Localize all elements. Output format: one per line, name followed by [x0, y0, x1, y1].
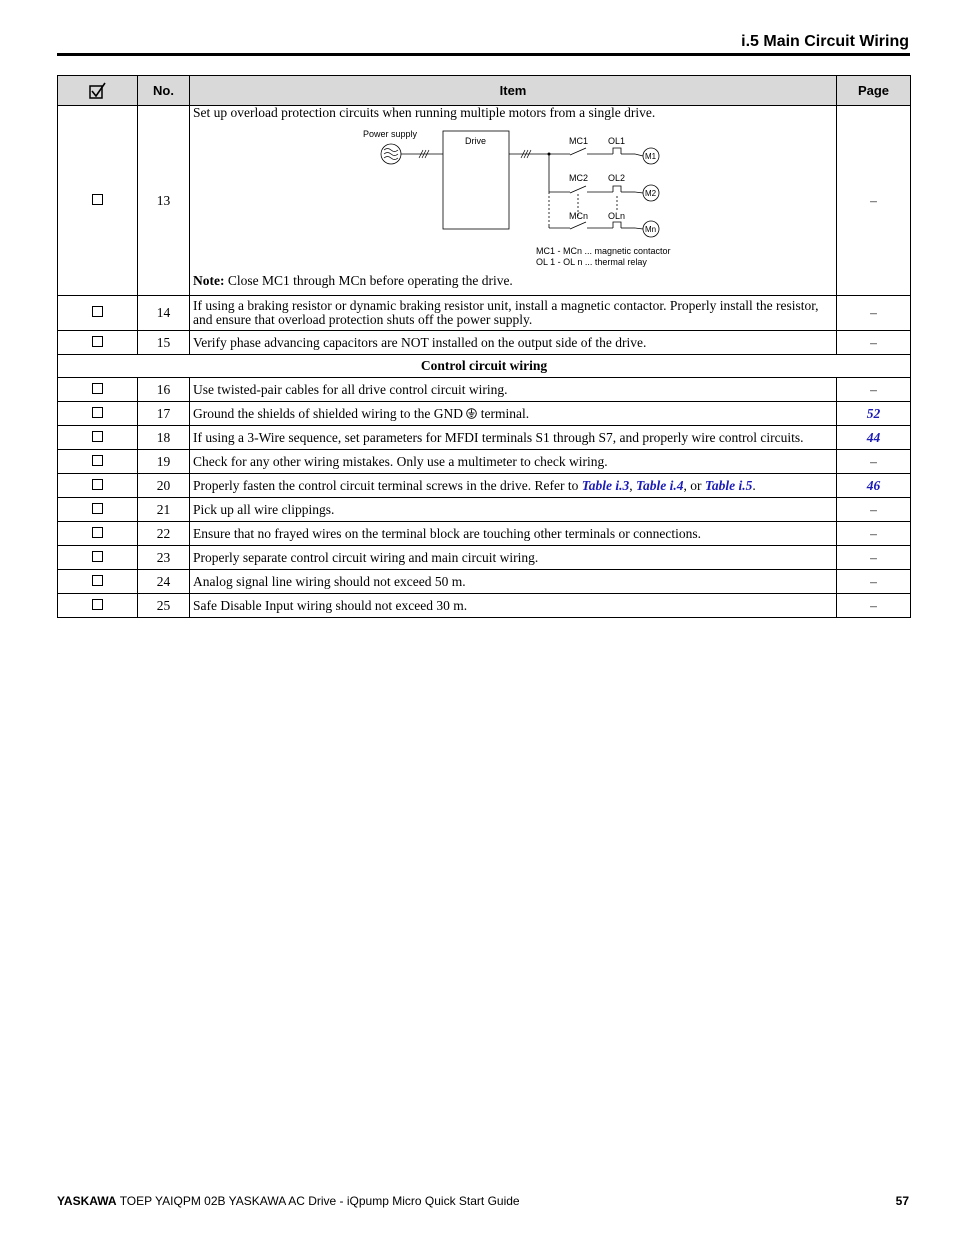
ground-symbol-icon — [466, 408, 477, 419]
row-page: – — [837, 106, 911, 296]
row-item — [190, 106, 837, 296]
checkbox[interactable] — [92, 575, 103, 586]
row-page: – — [837, 594, 911, 618]
row-number: 18 — [138, 426, 190, 450]
footer-page-number: 57 — [895, 1194, 909, 1208]
table-row — [58, 378, 911, 402]
row-item: Properly separate control circuit wiring and main circuit wiring. — [190, 546, 837, 570]
row-item: Safe Disable Input wiring should not exceed 30 m. — [190, 594, 837, 618]
power-supply-label: Power supply — [363, 129, 418, 139]
table-row — [58, 331, 911, 355]
subheading-control-circuit-wiring: Control circuit wiring — [58, 355, 911, 378]
table-row — [58, 426, 911, 450]
row-number: 13 — [138, 106, 190, 296]
page-column-header: Page — [837, 76, 911, 106]
row-number: 21 — [138, 498, 190, 522]
table-row — [58, 570, 911, 594]
ol2-label: OL2 — [608, 173, 626, 183]
row-page: – — [837, 331, 911, 355]
page-link[interactable]: 52 — [866, 405, 881, 421]
mcn-label: MCn — [569, 211, 589, 221]
page-link[interactable]: 46 — [866, 477, 881, 493]
row-item: Check for any other wiring mistakes. Only use a multimeter to check wiring. — [190, 450, 837, 474]
table-row — [58, 498, 911, 522]
row-item: Ensure that no frayed wires on the terminal block are touching other terminals or connections. — [190, 522, 837, 546]
checkbox[interactable] — [92, 479, 103, 490]
item-column-header: Item — [190, 76, 837, 106]
table-row — [58, 296, 911, 331]
row-item: If using a braking resistor or dynamic braking resistor unit, install a magnetic contactor. Properly install the resistor, and ensure that overload protection shuts off the power supply. — [190, 296, 837, 331]
drive-label: Drive — [465, 136, 487, 146]
row-note — [193, 274, 833, 288]
title-rule — [57, 53, 910, 56]
note-text: Close MC1 through MCn before operating the drive. — [224, 273, 513, 288]
checkbox[interactable] — [92, 194, 103, 205]
row-page: – — [837, 546, 911, 570]
table-row — [58, 546, 911, 570]
row-number: 23 — [138, 546, 190, 570]
row-item: Analog signal line wiring should not exceed 50 m. — [190, 570, 837, 594]
m1-label: M1 — [645, 152, 657, 161]
checkbox[interactable] — [92, 551, 103, 562]
row-page: – — [837, 498, 911, 522]
row-number: 22 — [138, 522, 190, 546]
note-label: Note: — [193, 273, 225, 288]
row-item-text-end: terminal. — [477, 405, 530, 421]
checkbox[interactable] — [92, 383, 103, 394]
separator: , or — [683, 477, 705, 493]
table-row — [58, 402, 911, 426]
table-i4-link[interactable]: Table i.4 — [636, 477, 684, 493]
row-number: 19 — [138, 450, 190, 474]
row-number: 24 — [138, 570, 190, 594]
table-row — [58, 474, 911, 498]
table-i3-link[interactable]: Table i.3 — [581, 477, 630, 493]
row-item — [190, 474, 837, 498]
row-item: If using a 3-Wire sequence, set parameters for MFDI terminals S1 through S7, and properly wire control circuits. — [190, 426, 837, 450]
checkbox[interactable] — [92, 599, 103, 610]
overload-protection-wiring-diagram — [193, 124, 833, 272]
mn-label: Mn — [645, 225, 657, 234]
row-item-text: Properly fasten the control circuit terminal screws in the drive. Refer to — [193, 477, 582, 493]
row-item: Use twisted-pair cables for all drive control circuit wiring. — [190, 378, 837, 402]
checkmark-box-icon — [89, 82, 107, 100]
mc2-label: MC2 — [569, 173, 589, 183]
no-column-header: No. — [138, 76, 190, 106]
checkbox[interactable] — [92, 503, 103, 514]
table-row — [58, 450, 911, 474]
ol1-label: OL1 — [608, 136, 626, 146]
table-i5-link[interactable]: Table i.5 — [704, 477, 753, 493]
row-number: 17 — [138, 402, 190, 426]
mc1-label: MC1 — [569, 136, 589, 146]
row-number: 16 — [138, 378, 190, 402]
row-number: 14 — [138, 296, 190, 331]
checkbox[interactable] — [92, 431, 103, 442]
checkbox[interactable] — [92, 455, 103, 466]
table-row — [58, 106, 911, 296]
row-page: – — [837, 296, 911, 331]
footer-doc-text: TOEP YAIQPM 02B YASKAWA AC Drive - iQpump Micro Quick Start Guide — [116, 1194, 520, 1208]
separator: , — [629, 477, 637, 493]
checklist-table — [57, 75, 911, 618]
oln-label: OLn — [608, 211, 626, 221]
row-page: – — [837, 378, 911, 402]
row-item-text: Ground the shields of shielded wiring to the GND — [193, 405, 467, 421]
row-page: – — [837, 522, 911, 546]
legend-contactor: MC1 - MCn ... magnetic contactor — [536, 246, 671, 256]
row-item: Pick up all wire clippings. — [190, 498, 837, 522]
checkbox[interactable] — [92, 527, 103, 538]
row-item — [190, 402, 837, 426]
m2-label: M2 — [645, 189, 657, 198]
row-number: 25 — [138, 594, 190, 618]
row-page: – — [837, 450, 911, 474]
footer-document-title — [57, 1194, 520, 1208]
check-column-header — [58, 76, 138, 106]
page-link[interactable]: 44 — [866, 429, 881, 445]
checkbox[interactable] — [92, 306, 103, 317]
section-title: i.5 Main Circuit Wiring — [741, 33, 909, 50]
legend-thermal-relay: OL 1 - OL n ... thermal relay — [536, 257, 647, 267]
checkbox[interactable] — [92, 336, 103, 347]
row-number: 20 — [138, 474, 190, 498]
checkbox[interactable] — [92, 407, 103, 418]
row-item-text-end: . — [752, 477, 756, 493]
row-item-text: Set up overload protection circuits when running multiple motors from a single drive. — [193, 105, 656, 120]
row-page: – — [837, 570, 911, 594]
footer-brand: YASKAWA — [57, 1194, 117, 1208]
row-number: 15 — [138, 331, 190, 355]
table-header-row — [58, 76, 911, 106]
row-item: Verify phase advancing capacitors are NOT installed on the output side of the drive. — [190, 331, 837, 355]
subheading-row — [58, 355, 911, 378]
table-row — [58, 594, 911, 618]
table-row — [58, 522, 911, 546]
